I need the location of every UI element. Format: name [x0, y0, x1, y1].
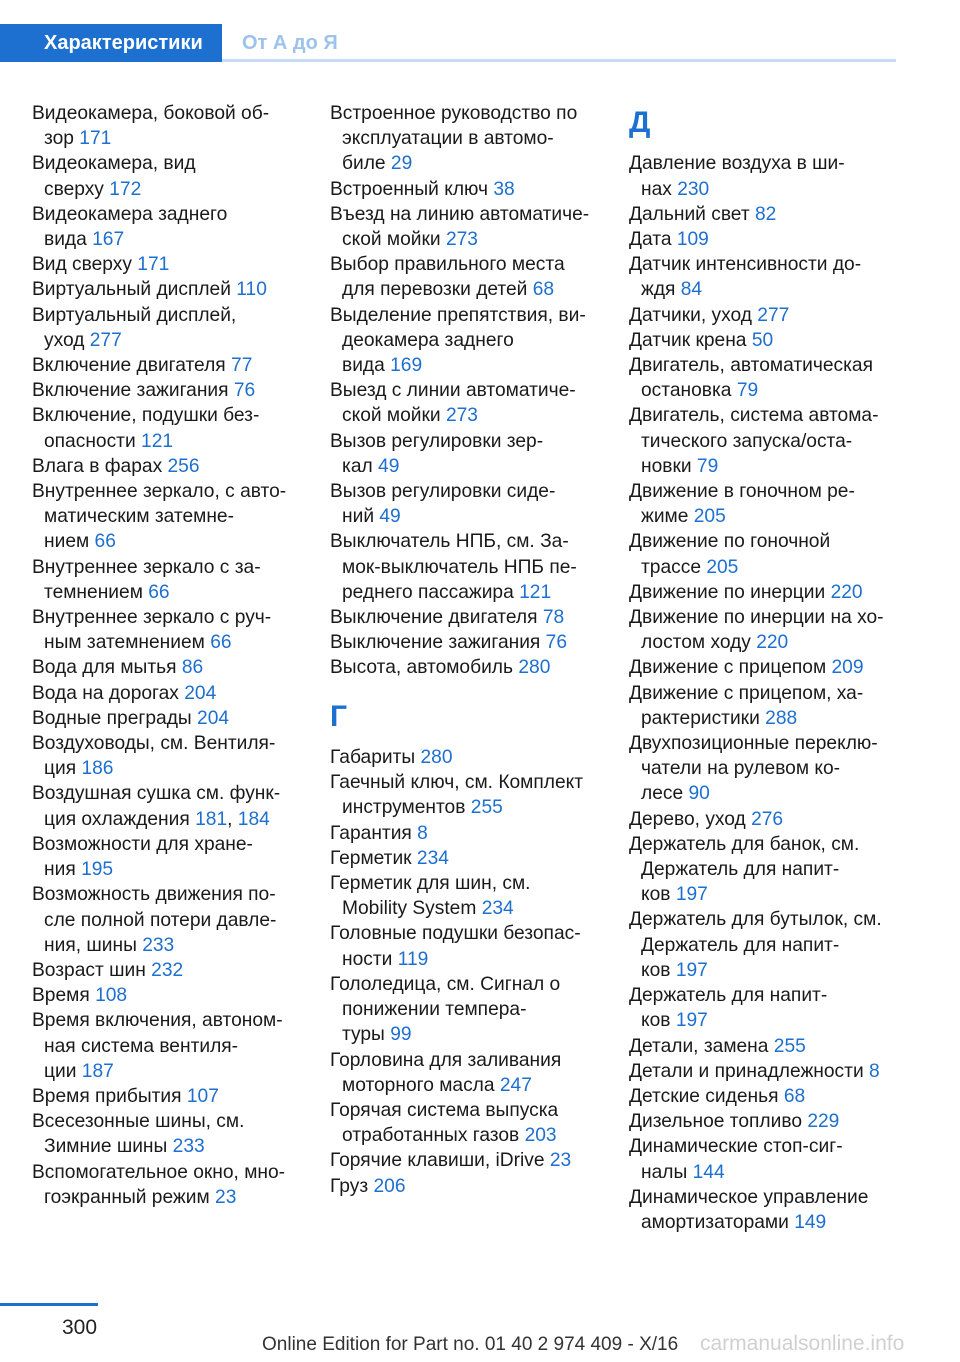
- entry-text: ция охлаждения: [44, 808, 190, 830]
- index-entry: [32, 958, 324, 983]
- entry-text: Въезд на линию автоматиче-: [330, 203, 590, 225]
- entry-text: Держатель для бутылок, см.: [629, 909, 882, 931]
- page-reference-link[interactable]: 255: [773, 1035, 806, 1057]
- page-reference-link[interactable]: 233: [142, 934, 175, 956]
- page-reference-link[interactable]: 149: [794, 1211, 827, 1233]
- entry-text: Выбор правильного места: [330, 254, 565, 276]
- entry-text: эксплуатации в автомо-: [342, 128, 554, 150]
- entry-text: ния, шины: [44, 934, 137, 956]
- entry-text: гоэкранный режим: [44, 1186, 210, 1208]
- entry-text: Движение с прицепом: [629, 657, 827, 679]
- entry-text: Детали, замена: [629, 1035, 769, 1057]
- entry-text: Горячая система выпуска: [330, 1099, 559, 1121]
- index-entry: [32, 1084, 324, 1109]
- index-entry: [629, 907, 921, 983]
- entry-text: Выключение зажигания: [330, 632, 541, 654]
- page-reference-link[interactable]: 76: [233, 380, 256, 402]
- index-entry: [629, 681, 921, 731]
- entry-text: Вспомогательное окно, мно-: [32, 1161, 286, 1183]
- entry-text: Встроенное руководство по: [330, 103, 578, 124]
- entry-text: уход: [44, 329, 85, 351]
- index-entry: [629, 832, 921, 908]
- page-reference-link[interactable]: 233: [172, 1136, 205, 1158]
- index-entry: [32, 1109, 324, 1159]
- section-letter: Г: [330, 699, 348, 733]
- page-reference-link[interactable]: 234: [416, 847, 449, 869]
- page-reference-link[interactable]: 86: [181, 657, 204, 679]
- entry-text: Видеокамера, вид: [32, 153, 196, 175]
- index-entry: [330, 846, 622, 871]
- index-entry: [629, 1034, 921, 1059]
- entry-text: сверху: [44, 178, 104, 200]
- page-reference-link[interactable]: 23: [215, 1186, 237, 1208]
- entry-text: ции: [44, 1060, 77, 1082]
- watermark: carmanualsonline.info: [700, 1332, 905, 1355]
- index-entry: [32, 151, 324, 201]
- entry-text: Возможность движения по-: [32, 884, 276, 906]
- index-entry: [32, 353, 324, 378]
- entry-text: Водные преграды: [32, 707, 192, 729]
- index-entry: [330, 972, 622, 1048]
- entry-text: Движение с прицепом, ха-: [629, 682, 864, 704]
- page-reference-link[interactable]: 172: [109, 178, 142, 200]
- entry-text: остановка: [641, 380, 732, 402]
- entry-text: Держатель для напит-: [641, 934, 840, 956]
- entry-text: Видеокамера, боковой об-: [32, 103, 270, 124]
- page-reference-link[interactable]: 184: [237, 808, 270, 830]
- page-reference-link[interactable]: 220: [830, 581, 863, 603]
- index-entry: [330, 605, 622, 630]
- page-reference-link[interactable]: 121: [519, 581, 552, 603]
- page-reference-link[interactable]: 108: [95, 985, 128, 1007]
- entry-text: лостом ходу: [641, 632, 751, 654]
- page-reference-link[interactable]: 38: [493, 178, 515, 200]
- page-reference-link[interactable]: 171: [137, 254, 170, 276]
- index-entry: [629, 1185, 921, 1235]
- index-entry: [629, 529, 921, 579]
- entry-text: Выезд с линии автоматиче-: [330, 380, 576, 402]
- entry-text: зор: [44, 128, 74, 150]
- page-reference-link[interactable]: 276: [751, 808, 784, 830]
- entry-text: вида: [44, 229, 87, 251]
- page-reference-link[interactable]: 77: [231, 355, 253, 377]
- entry-text: трассе: [641, 556, 701, 578]
- index-entry: [629, 1109, 921, 1134]
- index-entry: [629, 252, 921, 302]
- index-entry: [629, 151, 921, 201]
- entry-text: Включение зажигания: [32, 380, 229, 402]
- entry-text: Динамические стоп-сиг-: [629, 1136, 843, 1158]
- page-reference-link[interactable]: 256: [167, 455, 200, 477]
- entry-text: Внутреннее зеркало с руч-: [32, 607, 272, 629]
- page-reference-link[interactable]: 255: [470, 797, 503, 819]
- entry-text: Движение по инерции: [629, 581, 826, 603]
- page-reference-link[interactable]: 109: [676, 229, 709, 250]
- page-reference-link[interactable]: 169: [390, 355, 423, 377]
- index-entry: [330, 1174, 622, 1199]
- entry-text: Время: [32, 985, 90, 1007]
- entry-text: Датчик интенсивности до-: [629, 254, 862, 276]
- index-entry: [32, 277, 324, 302]
- page-reference-link[interactable]: 121: [141, 430, 174, 452]
- entry-text: Внутреннее зеркало с за-: [32, 556, 261, 578]
- entry-text: Время прибытия: [32, 1085, 182, 1107]
- page-reference-link[interactable]: 234: [481, 898, 514, 920]
- entry-text: Движение по гоночной: [629, 531, 831, 553]
- entry-text: Воздушная сушка см. функ-: [32, 783, 281, 805]
- entry-text: новки: [641, 455, 692, 477]
- index-entry: [32, 303, 324, 353]
- page-reference-link[interactable]: 119: [397, 948, 429, 970]
- index-entry: [629, 1084, 921, 1109]
- index-entry: [32, 202, 324, 252]
- index-entry: [330, 202, 622, 252]
- entry-text: опасности: [44, 430, 136, 452]
- page-reference-link[interactable]: 205: [706, 556, 739, 578]
- entry-text: Влага в фарах: [32, 455, 163, 477]
- page-reference-link[interactable]: 82: [754, 203, 777, 225]
- index-column-2: [330, 101, 622, 1199]
- index-entry: Воздушная сушка см. функ- ция охлаждения 181, 184: [32, 783, 281, 830]
- index-entry: [330, 655, 622, 680]
- edition-text: Online Edition for Part no. 01 40 2 974 409 - X/16: [262, 1334, 679, 1355]
- entry-text: Возраст шин: [32, 959, 146, 981]
- page-reference-link[interactable]: 8: [417, 822, 428, 844]
- index-entry: [32, 1160, 324, 1210]
- entry-text: туры: [342, 1024, 385, 1046]
- section-letter: Д: [629, 106, 651, 139]
- entry-text: кал: [342, 455, 373, 477]
- entry-text: Время включения, автоном-: [32, 1010, 283, 1032]
- entry-text: мок-выключатель НПБ пе-: [342, 556, 577, 578]
- entry-text: Вид сверху: [32, 254, 132, 276]
- entry-text: ция: [44, 758, 77, 780]
- index-entry: [629, 403, 921, 479]
- entry-text: Груз: [330, 1175, 369, 1197]
- page-reference-link[interactable]: 230: [677, 178, 710, 200]
- index-entry: [330, 630, 622, 655]
- entry-text: Гололедица, см. Сигнал о: [330, 973, 561, 995]
- index-entry: [330, 101, 622, 177]
- page-reference-link[interactable]: 197: [675, 1010, 708, 1032]
- index-entry: [330, 303, 622, 379]
- entry-text: ков: [641, 1010, 671, 1032]
- page-reference-link[interactable]: 167: [92, 229, 125, 251]
- entry-text: матическим затемне-: [44, 506, 234, 528]
- index-entry: [32, 454, 324, 479]
- index-entry: [32, 832, 324, 882]
- page-reference-link[interactable]: 273: [445, 405, 478, 427]
- index-entry: [629, 202, 921, 227]
- index-entry: [629, 983, 921, 1033]
- index-entry: [32, 983, 324, 1008]
- entry-text: Выделение препятствия, ви-: [330, 304, 586, 326]
- entry-text: Горловина для заливания: [330, 1049, 562, 1071]
- index-entry: [629, 353, 921, 403]
- page-reference-link[interactable]: 206: [373, 1175, 406, 1197]
- index-entry: [629, 655, 921, 680]
- index-entry: [330, 429, 622, 479]
- entry-text: Гаечный ключ, см. Комплект: [330, 772, 584, 794]
- page-reference-link[interactable]: 68: [532, 279, 555, 301]
- entry-text: инструментов: [342, 797, 466, 819]
- page-reference-link[interactable]: 79: [736, 380, 759, 402]
- entry-text: Встроенный ключ: [330, 178, 488, 200]
- entry-text: жиме: [641, 506, 689, 528]
- entry-text: Вызов регулировки сиде-: [330, 481, 556, 503]
- entry-text: сле полной потери давле-: [44, 909, 277, 931]
- entry-text: нах: [641, 178, 672, 200]
- index-entry: [330, 871, 622, 921]
- page-reference-link[interactable]: 49: [378, 455, 400, 477]
- entry-text: Дата: [629, 229, 672, 250]
- page-reference-link[interactable]: 107: [186, 1085, 219, 1107]
- index-entry: [32, 403, 324, 453]
- entry-text: Воздуховоды, см. Вентиля-: [32, 733, 276, 755]
- page-reference-link[interactable]: 66: [210, 632, 232, 654]
- page-reference-link[interactable]: 273: [445, 229, 478, 251]
- tab-characteristics[interactable]: Характеристики: [0, 24, 222, 62]
- page-reference-link[interactable]: 8: [869, 1060, 880, 1082]
- index-entry: [32, 378, 324, 403]
- page-reference-link[interactable]: 50: [751, 329, 774, 351]
- index-entry: [629, 1059, 921, 1084]
- page-reference-link[interactable]: 197: [675, 884, 708, 906]
- entry-text: моторного масла: [342, 1074, 495, 1096]
- entry-text: Выключатель НПБ, см. За-: [330, 531, 569, 553]
- entry-text: Двухпозиционные переклю-: [629, 733, 878, 755]
- entry-text: Mobility System: [342, 898, 477, 920]
- index-entry: [32, 681, 324, 706]
- entry-text: Включение двигателя: [32, 355, 226, 377]
- entry-text: Виртуальный дисплей,: [32, 304, 237, 326]
- page-reference-link[interactable]: 144: [692, 1161, 725, 1183]
- index-entry: [330, 921, 622, 971]
- page-reference-link[interactable]: 195: [81, 859, 114, 881]
- section-gap: [330, 681, 622, 695]
- index-entry: [32, 1008, 324, 1084]
- index-entry: [330, 252, 622, 302]
- index-entry: [32, 706, 324, 731]
- page-reference-link[interactable]: 99: [390, 1024, 412, 1046]
- page-reference-link[interactable]: 49: [379, 506, 401, 528]
- entry-text: Дизельное топливо: [629, 1111, 802, 1133]
- entry-text: Детали и принадлежности: [629, 1060, 864, 1082]
- entry-text: Включение, подушки без-: [32, 405, 260, 427]
- page-reference-link[interactable]: 204: [197, 707, 230, 729]
- page-reference-link[interactable]: 280: [420, 747, 453, 769]
- entry-text: ний: [342, 506, 375, 528]
- entry-text: налы: [641, 1161, 688, 1183]
- index-entry: [330, 1148, 622, 1173]
- index-entry: [32, 555, 324, 605]
- page-reference-link[interactable]: 181: [195, 808, 228, 830]
- entry-text: ской мойки: [342, 405, 441, 427]
- index-entry: [330, 378, 622, 428]
- entry-text: лесе: [641, 783, 684, 805]
- page-reference-link[interactable]: 23: [549, 1150, 572, 1172]
- entry-text: Держатель для напит-: [629, 985, 828, 1007]
- tab-a-to-z[interactable]: От А до Я: [242, 32, 338, 54]
- entry-text: темнением: [44, 581, 143, 603]
- index-entry: [629, 605, 921, 655]
- page-reference-link[interactable]: 84: [680, 279, 703, 301]
- page-reference-link[interactable]: 79: [696, 455, 719, 477]
- entry-text: Датчики, уход: [629, 304, 752, 326]
- entry-text: Давление воздуха в ши-: [629, 153, 845, 175]
- entry-text: амортизаторами: [641, 1211, 789, 1233]
- entry-text: ная система вентиля-: [44, 1035, 239, 1057]
- index-entry: [330, 529, 622, 605]
- page-reference-link[interactable]: 277: [757, 304, 790, 326]
- entry-text: Двигатель, система автома-: [629, 405, 879, 427]
- index-entry: [330, 770, 622, 820]
- entry-text: Движение по инерции на хо-: [629, 607, 884, 629]
- index-entry: [32, 101, 324, 151]
- entry-text: Датчик крена: [629, 329, 747, 351]
- index-entry: [629, 328, 921, 353]
- entry-text: Вызов регулировки зер-: [330, 430, 544, 452]
- page-reference-link[interactable]: 66: [148, 581, 170, 603]
- page-number: 300: [62, 1316, 98, 1339]
- index-entry: [629, 580, 921, 605]
- entry-text: Движение в гоночном ре-: [629, 481, 855, 503]
- entry-text: реднего пассажира: [342, 581, 514, 603]
- page-reference-link[interactable]: 186: [81, 758, 114, 780]
- entry-text: Дерево, уход: [629, 808, 746, 830]
- index-entry: [32, 882, 324, 958]
- page-reference-link[interactable]: 78: [542, 607, 565, 629]
- entry-text: Горячие клавиши, iDrive: [330, 1150, 545, 1172]
- page-reference-link[interactable]: 280: [518, 657, 551, 679]
- page-reference-link[interactable]: 110: [236, 279, 267, 301]
- index-entry: [330, 479, 622, 529]
- entry-text: тического запуска/оста-: [641, 430, 853, 452]
- entry-text: Выключение двигателя: [330, 607, 538, 629]
- page-reference-link[interactable]: 66: [94, 531, 116, 553]
- entry-text: нием: [44, 531, 90, 553]
- entry-text: рактеристики: [641, 707, 760, 729]
- index-entry: [629, 227, 921, 252]
- entry-text: Всесезонные шины, см.: [32, 1111, 245, 1133]
- entry-text: Высота, автомобиль: [330, 657, 514, 679]
- entry-text: Герметик: [330, 847, 412, 869]
- entry-text: Гарантия: [330, 822, 412, 844]
- entry-text: Двигатель, автоматическая: [629, 355, 873, 377]
- entry-text: Вода для мытья: [32, 657, 177, 679]
- index-entry: [330, 745, 622, 770]
- entry-text: ния: [44, 859, 76, 881]
- index-entry: [32, 731, 324, 781]
- index-entry: [32, 479, 324, 555]
- index-entry: [629, 807, 921, 832]
- entry-text: Видеокамера заднего: [32, 203, 228, 225]
- page-reference-link[interactable]: 288: [765, 707, 798, 729]
- entry-text: Вода на дорогах: [32, 682, 179, 704]
- entry-text: вида: [342, 355, 385, 377]
- index-entry: [629, 479, 921, 529]
- entry-text: Зимние шины: [44, 1136, 168, 1158]
- page-reference-link[interactable]: 209: [831, 657, 864, 679]
- entry-text: Динамическое управление: [629, 1186, 869, 1208]
- entry-text: деокамера заднего: [342, 329, 514, 351]
- entry-text: чатели на рулевом ко-: [641, 758, 841, 780]
- entry-text: ков: [641, 959, 671, 981]
- index-entry: [629, 731, 921, 807]
- entry-text: ков: [641, 884, 671, 906]
- index-entry: [330, 1098, 622, 1148]
- index-entry: [32, 655, 324, 680]
- entry-text: Держатель для напит-: [641, 859, 840, 881]
- page-reference-link[interactable]: 247: [499, 1074, 532, 1096]
- header-divider: [222, 59, 896, 62]
- entry-text: Виртуальный дисплей: [32, 279, 231, 301]
- index-entry: [330, 821, 622, 846]
- entry-text: Держатель для банок, см.: [629, 833, 860, 855]
- page-reference-link[interactable]: 229: [807, 1111, 840, 1133]
- page-reference-link[interactable]: 76: [545, 632, 568, 654]
- index-entry: [330, 1048, 622, 1098]
- entry-text: ности: [342, 948, 393, 970]
- entry-text: Дальний свет: [629, 203, 750, 225]
- index-entry: [32, 252, 324, 277]
- page-reference-link[interactable]: 277: [89, 329, 122, 351]
- entry-text: ждя: [641, 279, 676, 301]
- page-reference-link[interactable]: 171: [79, 128, 112, 150]
- index-entry: [330, 177, 622, 202]
- entry-text: ным затемнением: [44, 632, 205, 654]
- page-reference-link[interactable]: 197: [675, 959, 708, 981]
- page-reference-link[interactable]: 68: [783, 1085, 806, 1107]
- page-reference-link[interactable]: 29: [390, 153, 413, 175]
- entry-text: Внутреннее зеркало, с авто-: [32, 481, 287, 503]
- page-reference-link[interactable]: 232: [151, 959, 184, 981]
- page-reference-link[interactable]: 205: [693, 506, 726, 528]
- entry-text: Герметик для шин, см.: [330, 873, 531, 895]
- index-entry: [32, 605, 324, 655]
- index-column-3: [629, 101, 921, 1235]
- page-reference-link[interactable]: 187: [81, 1060, 114, 1082]
- entry-text: Головные подушки безопас-: [330, 923, 581, 945]
- entry-text: биле: [342, 153, 386, 175]
- page-reference-link[interactable]: 203: [524, 1125, 557, 1147]
- index-entry: [629, 1134, 921, 1184]
- entry-text: ской мойки: [342, 229, 441, 251]
- page-reference-link[interactable]: 220: [756, 632, 789, 654]
- entry-text: Габариты: [330, 747, 416, 769]
- index-column-1: [32, 101, 324, 1210]
- page-header: [0, 0, 960, 62]
- page-reference-link[interactable]: 90: [688, 783, 710, 805]
- entry-text: Возможности для хране-: [32, 833, 253, 855]
- entry-text: Детские сиденья: [629, 1085, 779, 1107]
- entry-text: для перевозки детей: [342, 279, 528, 301]
- page-number-bar: [0, 1303, 98, 1306]
- entry-text: понижении темпера-: [342, 999, 527, 1021]
- index-entry: [629, 303, 921, 328]
- page-reference-link[interactable]: 204: [184, 682, 217, 704]
- entry-text: отработанных газов: [342, 1125, 520, 1147]
